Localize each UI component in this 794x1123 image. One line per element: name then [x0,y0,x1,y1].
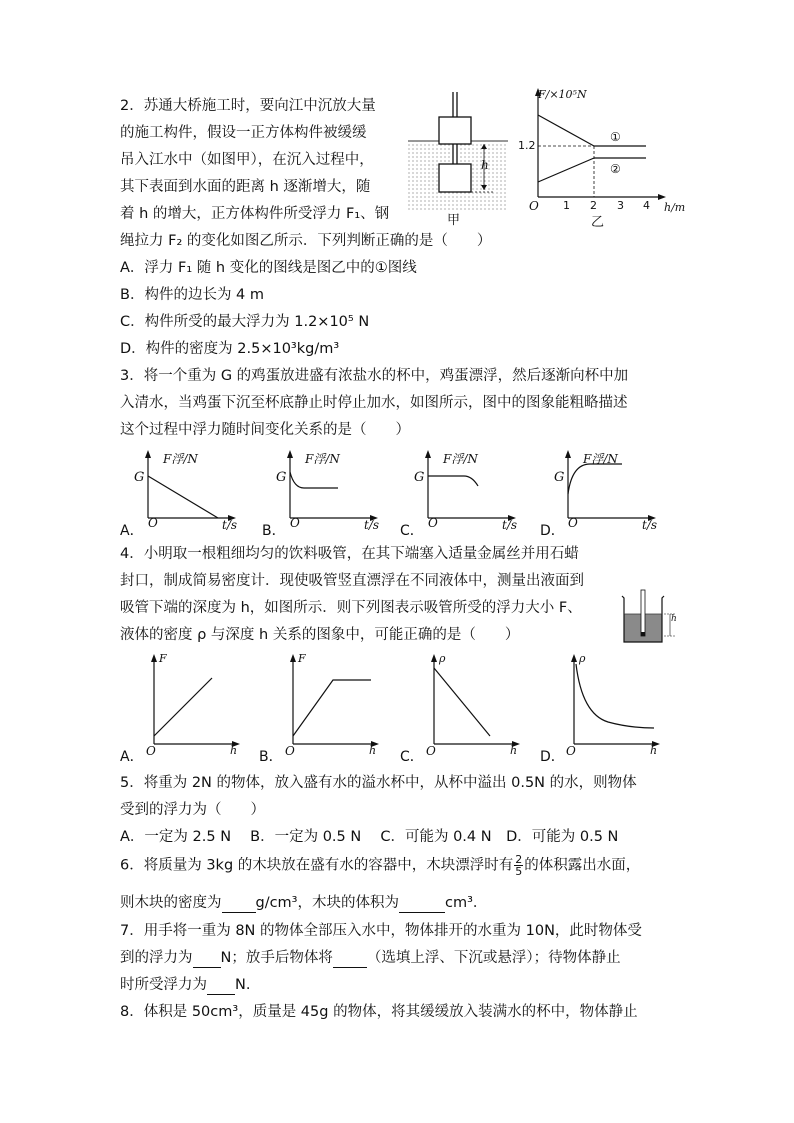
q3-origin: O [290,516,300,530]
q7-final-blank[interactable] [207,978,235,995]
q3-y-arrow [425,450,431,458]
q2-line-4: 其下表面到水面的距离 h 逐渐增大，随 [120,179,371,195]
q2-line-2: 的施工构件，假设一正方体构件被缓缓 [120,125,367,141]
q8-line-1: 8．体积是 50cm³，质量是 45g 的物体，将其缓缓放入装满水的杯中，物体静止 [120,1004,638,1020]
q3-option-letter: B． [262,523,286,539]
q7-text-4: 时所受浮力为 [120,977,207,993]
figure-jia-cube-in-water [408,92,508,227]
q3-x-label: t/s [222,518,238,532]
q4-y-label: ρ [579,652,586,665]
q2-option-d: D．构件的密度为 2.5×10³kg/m³ [120,341,340,357]
q7-line-1: 7．用手将一重为 8N 的物体全部压入水中，物体排开的水重为 10N，此时物体受 [120,923,642,939]
q3-origin: O [428,516,438,530]
q6-frac-den: 5 [515,865,523,878]
q6-fraction [514,854,523,877]
q3-g-label: G [276,470,287,485]
q4-option-letter: A． [120,749,144,765]
q5-line-2: 受到的浮力为（ ） [120,802,265,818]
q2-line-6: 绳拉力 F₂ 的变化如图乙所示．下列判断正确的是（ ） [120,233,492,249]
figure-yi-force-graph [516,84,694,232]
q3-y-arrow [287,450,293,458]
q4-option-letter: D． [540,749,565,765]
q7-text-3: （选填上浮、下沉或悬浮）；待物体静止 [366,950,621,966]
yi-x-tick-4: 4 [643,199,650,212]
q3-g-label: G [134,470,145,485]
q3-option-c-graph[interactable] [398,446,528,539]
q6-text-1: 6．将质量为 3kg 的木块放在盛有水的容器中，木块漂浮时有 [120,857,514,874]
q4-line-1: 4．小明取一根粗细均匀的饮料吸管，在其下端塞入适量金属丝并用石蜡 [120,546,579,562]
q3-curve [428,476,478,486]
q4-line-3: 吸管下端的深度为 h，如图所示．则下列图表示吸管所受的浮力大小 F、 [120,600,582,616]
q4-y-arrow [290,654,296,662]
q4-option-a-graph[interactable] [118,650,250,766]
q3-x-label: t/s [642,518,658,532]
q7-line-2 [120,948,621,968]
q4-y-label: F [159,652,167,665]
q4-curve [434,668,490,736]
q2-line-3: 吊入江水中（如图甲），在沉入过程中， [120,152,374,168]
q4-option-letter: C． [400,749,424,765]
q3-option-letter: D． [540,523,565,539]
q7-line-3 [120,975,250,995]
q5-line-1: 5．将重为 2N 的物体，放入盛有水的溢水杯中，从杯中溢出 0.5N 的水，则物体 [120,775,637,791]
q7-state-blank[interactable] [333,951,367,968]
q4-y-arrow [431,654,437,662]
jia-h-label: h [481,158,489,172]
q2-option-c: C．构件所受的最大浮力为 1.2×10⁵ N [120,314,370,330]
q7-text-5: N. [235,977,251,993]
q3-g-label: G [554,470,565,485]
q2-line-1: 2．苏通大桥施工时，要向江中沉放大量 [120,98,376,114]
q4-axes [293,658,375,744]
q3-y-label: F浮/N [305,452,340,466]
figure-beaker-densimeter [620,588,682,650]
q3-g-label: G [414,470,425,485]
q6-text-4: g/cm³，木块的体积为 [255,895,399,911]
yi-y-tick: 1.2 [518,139,536,152]
q4-origin: O [146,744,156,758]
q7-text-2: N；放手后物体将 [220,950,333,966]
q4-origin: O [566,744,576,758]
q3-origin: O [568,516,578,530]
q3-x-label: t/s [502,518,518,532]
q4-y-arrow [571,654,577,662]
yi-x-tick-3: 3 [617,199,624,212]
q3-curve [568,464,622,494]
yi-x-tick-2: 2 [590,199,597,212]
q4-axes [154,658,236,744]
q6-frac-num: 2 [515,853,523,866]
q4-line-2: 封口，制成简易密度计．现使吸管竖直漂浮在不同液体中，测量出液面到 [120,573,584,589]
q3-y-arrow [145,450,151,458]
q4-origin: O [426,744,436,758]
q3-origin: O [148,516,158,530]
q3-curve [290,472,338,488]
q3-option-d-graph[interactable] [538,446,668,539]
q2-option-a: A．浮力 F₁ 随 h 变化的图线是图乙中的①图线 [120,260,417,276]
q4-option-b-graph[interactable] [257,650,389,766]
q6-density-blank[interactable] [222,896,256,913]
q4-x-label: h [510,744,518,757]
q4-y-label: F [298,652,306,665]
q4-axes [434,658,516,744]
q4-x-label: h [650,744,658,757]
beaker-h-label: h [671,614,677,624]
yi-caption: 乙 [591,215,605,230]
q4-option-letter: B． [259,749,283,765]
jia-caption: 甲 [447,213,461,228]
q4-curve [154,678,212,736]
q5-options: A．一定为 2.5 N B．一定为 0.5 N C．可能为 0.4 N D．可能为 0.5 N [120,829,619,845]
q3-option-a-graph[interactable] [118,446,248,539]
yi-x-tick-1: 1 [563,199,570,212]
q3-option-b-graph[interactable] [260,446,390,539]
q7-buoyancy-blank[interactable] [193,951,221,968]
q3-y-label: F浮/N [443,452,478,466]
q3-option-letter: C． [400,523,424,539]
q3-line-2: 入清水，当鸡蛋下沉至杯底静止时停止加水，如图所示，图中的图象能粗略描述 [120,395,628,411]
q4-origin: O [285,744,295,758]
q4-option-c-graph[interactable] [398,650,530,766]
q6-text-3: 则木块的密度为 [120,895,222,911]
q4-line-4: 液体的密度 ρ 与深度 h 关系的图象中，可能正确的是（ ） [120,627,520,643]
q4-curve [576,664,654,728]
q4-x-label: h [230,744,238,757]
q6-volume-blank[interactable] [399,896,445,913]
yi-origin: O [529,199,539,213]
q4-curve [293,680,371,736]
q2-line-5: 着 h 的增大，正方体构件所受浮力 F₁、钢 [120,206,390,222]
q3-y-label: F浮/N [163,452,198,466]
q3-option-letter: A． [120,523,144,539]
q4-option-d-graph[interactable] [538,650,670,766]
q6-line-1 [120,854,640,877]
q7-text-1: 到的浮力为 [120,950,193,966]
yi-xlabel: h/m [664,201,686,214]
q4-x-label: h [369,744,377,757]
q3-line-3: 这个过程中浮力随时间变化关系的是（ ） [120,422,410,438]
yi-ylabel: F/×10⁵N [538,88,587,101]
q6-line-2 [120,893,487,913]
yi-curve-2-label: ② [610,162,621,176]
q3-y-label: F浮/N [583,452,618,466]
q3-curve [148,476,218,518]
q3-x-label: t/s [364,518,380,532]
q6-text-5: cm³． [445,895,488,911]
q6-text-2: 的体积露出水面， [524,857,641,874]
q4-y-arrow [151,654,157,662]
q3-y-arrow [565,450,571,458]
q3-line-1: 3．将一个重为 G 的鸡蛋放进盛有浓盐水的杯中，鸡蛋漂浮，然后逐渐向杯中加 [120,368,629,384]
q4-y-label: ρ [439,652,446,665]
yi-curve-1-label: ① [610,130,621,144]
q2-option-b: B．构件的边长为 4 m [120,287,265,303]
